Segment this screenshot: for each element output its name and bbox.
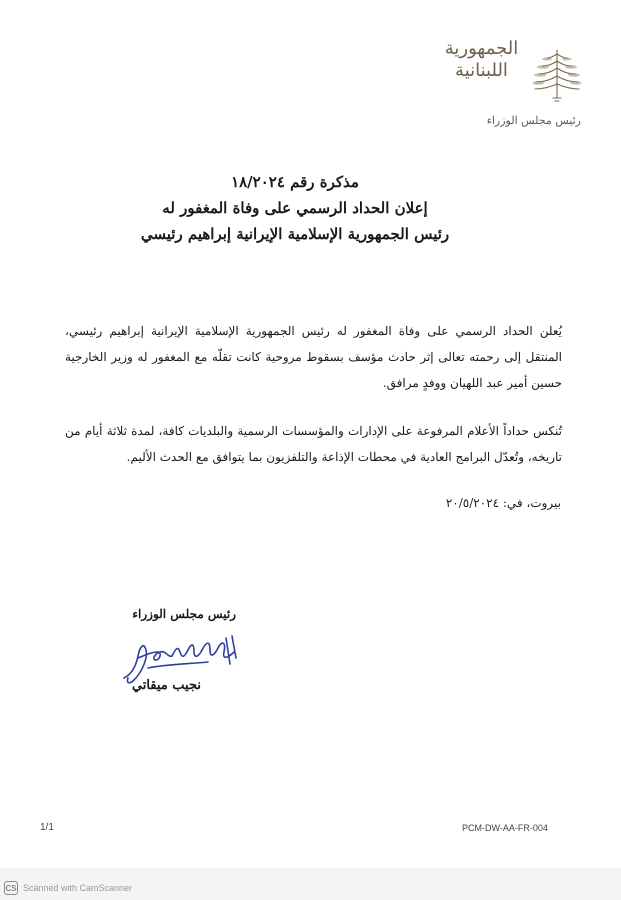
date-line: بيروت، في: ٢٠/٥/٢٠٢٤ [445, 496, 561, 510]
body-paragraph-2: تُنكس حداداً الأعلام المرفوعة على الإدارات والمؤسسات الرسمية والبلديات كافة، لمدة ثلاثة أيام من تاريخه، وتُعدّل البرامج العادية في محطات الإذاعة والتلفزيون بما يتوافق مع الحدث الأليم. [65, 424, 562, 464]
reference-code: PCM-DW-AA-FR-004 [462, 823, 548, 833]
signature-title: رئيس مجلس الوزراء [132, 607, 236, 621]
watermark-text: Scanned with CamScanner [23, 883, 133, 893]
cedar-tree-icon [533, 46, 581, 106]
memo-title-line-1: إعلان الحداد الرسمي على وفاة المغفور له [162, 199, 428, 217]
memo-number: مذكرة رقم ١٨/٢٠٢٤ [231, 173, 359, 191]
body-paragraph-1: يُعلن الحداد الرسمي على وفاة المغفور له رئيس الجمهورية الإسلامية الإيرانية إبراهيم رئيسي، المنتقل إلى رحمته تعالى إثر حادث مؤسف بسقوط مروحية كانت تقلّه مع المغفور له وزير الخارجية حسين أمير عبد اللهيان ووفدٍ مرافق. [65, 324, 562, 390]
camscanner-logo-icon: CS [4, 881, 18, 895]
page-number: 1/1 [40, 822, 54, 833]
office-label: رئيس مجلس الوزراء [486, 114, 581, 127]
letterhead [431, 38, 581, 133]
scanner-watermark [4, 881, 132, 895]
emblem-line-2: اللبنانية [455, 60, 508, 81]
memo-headings [60, 172, 530, 250]
memo-title-line-2: رئيس الجمهورية الإسلامية الإيرانية إبراهيم رئيسي [140, 225, 450, 243]
emblem-line-1: الجمهورية [444, 38, 519, 59]
signatory-name: نجيب ميقاتي [131, 678, 201, 693]
emblem-text [434, 40, 529, 80]
